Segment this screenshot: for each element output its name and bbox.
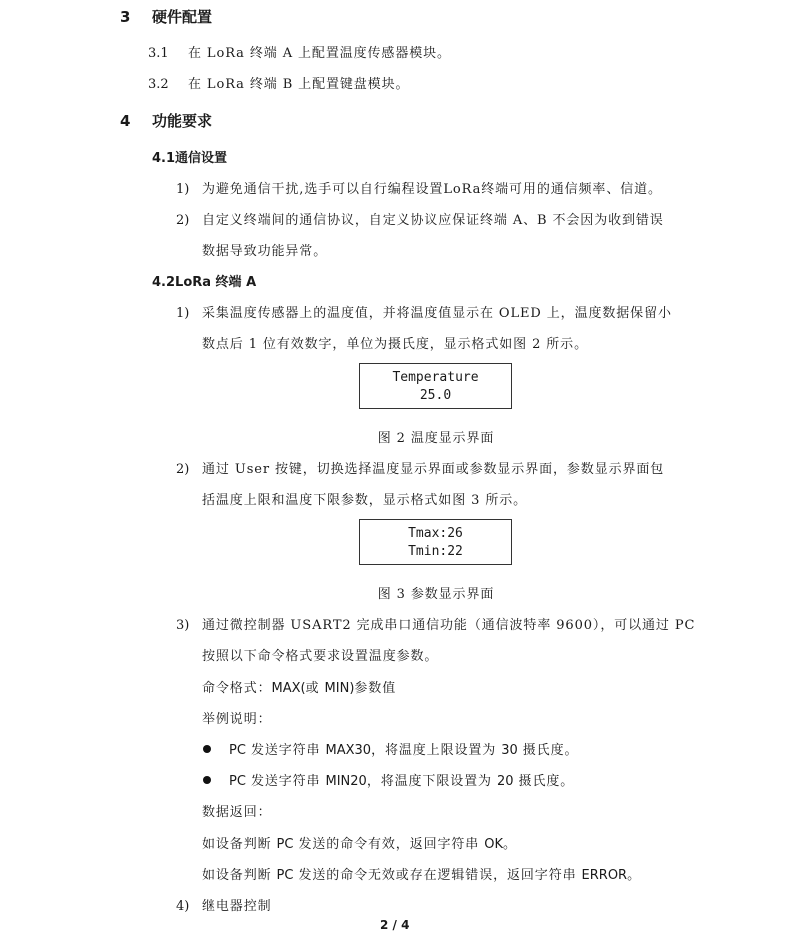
display-line-1: Tmax:26: [408, 526, 463, 541]
item-3-1: 3.1 在 LoRa 终端 A 上配置温度传感器模块。: [148, 46, 451, 61]
list-item: 1) 为避免通信干扰,选手可以自行编程设置LoRa终端可用的通信频率、信道。: [176, 182, 662, 197]
return-ok: 如设备判断 PC 发送的命令有效，返回字符串 OK。: [202, 837, 517, 852]
section-number: 4: [120, 112, 131, 130]
figure-2-temperature-display: [359, 363, 512, 409]
list-item-continuation: 数点后 1 位有效数字，单位为摄氏度，显示格式如图 2 所示。: [202, 337, 588, 352]
section-4-heading: [120, 110, 212, 131]
figure-3-parameter-display: [359, 519, 512, 565]
list-item: 1) 采集温度传感器上的温度值，并将温度值显示在 OLED 上，温度数据保留小: [176, 306, 672, 321]
return-error: 如设备判断 PC 发送的命令无效或存在逻辑错误，返回字符串 ERROR。: [202, 868, 641, 883]
subsection-4-2-heading: 4.2LoRa 终端 A: [152, 275, 257, 290]
bullet-icon: [203, 776, 211, 784]
list-item: 2) 自定义终端间的通信协议，自定义协议应保证终端 A、B 不会因为收到错误: [176, 213, 664, 228]
display-line-2: 25.0: [419, 388, 452, 403]
bullet-item: PC 发送字符串 MAX30，将温度上限设置为 30 摄氏度。: [203, 739, 578, 758]
return-label: 数据返回：: [202, 805, 272, 820]
list-item-continuation: 按照以下命令格式要求设置温度参数。: [202, 649, 439, 664]
figure-2-caption: 图 2 温度显示界面: [377, 431, 495, 446]
figure-3-caption: 图 3 参数显示界面: [377, 587, 495, 602]
command-format: 命令格式：MAX(或 MIN)参数值: [202, 681, 397, 696]
list-item: 2) 通过 User 按键，切换选择温度显示界面或参数显示界面，参数显示界面包: [176, 462, 665, 477]
display-line-2: Tmin:22: [408, 544, 463, 559]
bullet-item: PC 发送字符串 MIN20，将温度下限设置为 20 摄氏度。: [203, 770, 574, 789]
section-title: 硬件配置: [152, 8, 213, 26]
section-3-heading: [120, 6, 212, 27]
bullet-icon: [203, 745, 211, 753]
display-line-1: Temperature: [392, 370, 479, 385]
section-number: 3: [120, 8, 131, 26]
page-number: 2 / 4: [380, 918, 410, 932]
list-item: 3) 通过微控制器 USART2 完成串口通信功能（通信波特率 9600），可以通过 PC: [176, 618, 696, 633]
list-item: 4) 继电器控制: [176, 899, 272, 914]
list-item-continuation: 数据导致功能异常。: [202, 244, 328, 259]
list-item-continuation: 括温度上限和温度下限参数，显示格式如图 3 所示。: [202, 493, 528, 508]
subsection-4-1-heading: 4.1通信设置: [152, 151, 228, 166]
item-3-2: 3.2 在 LoRa 终端 B 上配置键盘模块。: [148, 77, 410, 92]
example-label: 举例说明：: [202, 712, 272, 727]
section-title: 功能要求: [152, 112, 213, 130]
